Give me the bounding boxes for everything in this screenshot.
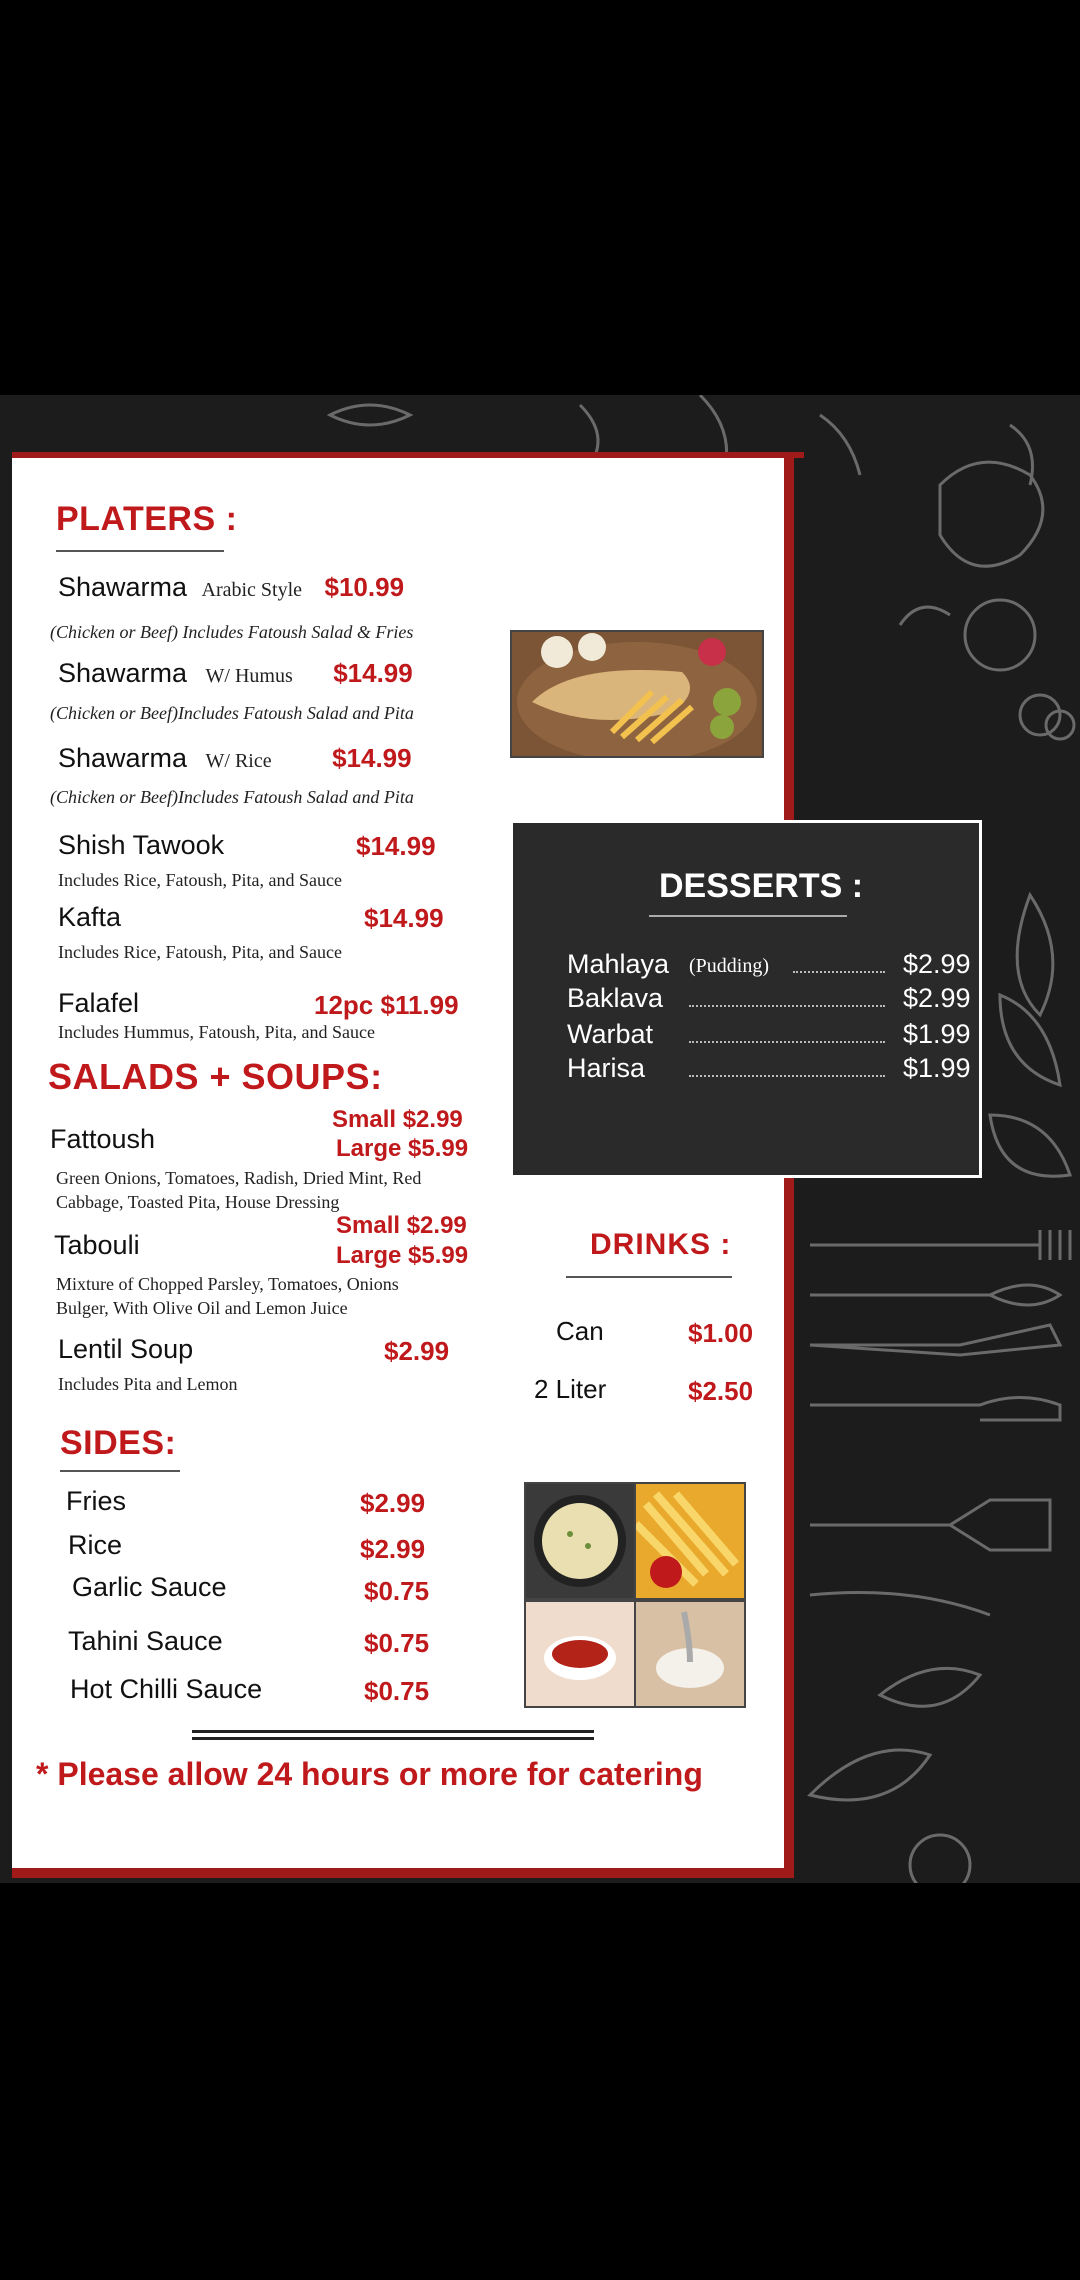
item-desc: (Chicken or Beef)Includes Fatoush Salad and Pita <box>50 787 414 807</box>
footer-divider <box>192 1737 594 1740</box>
drinks-underline <box>566 1276 732 1278</box>
shawarma-plate-illustration <box>512 632 762 756</box>
garlic-sauce-photo <box>634 1600 746 1708</box>
item-name: Fattoush <box>50 1124 156 1154</box>
drink-price: $2.50 <box>688 1376 754 1406</box>
item-price: $2.99 <box>360 1488 426 1518</box>
item-name: Rice <box>68 1530 123 1560</box>
item-desc: (Chicken or Beef) Includes Fatoush Salad & Fries <box>50 622 414 642</box>
dessert-price: $1.99 <box>903 1019 971 1049</box>
item-name: Garlic Sauce <box>72 1572 227 1602</box>
plater-item-1 <box>58 572 404 603</box>
shawarma-plate-photo <box>510 630 764 758</box>
item-desc: Includes Pita and Lemon <box>58 1374 238 1394</box>
item-desc: Includes Hummus, Fatoush, Pita, and Sauce <box>58 1022 375 1042</box>
fries-photo <box>634 1482 746 1600</box>
item-price: $14.99 <box>364 903 444 933</box>
dessert-name: Mahlaya <box>567 949 670 979</box>
item-name: Falafel <box>58 988 140 1018</box>
desserts-underline <box>649 915 847 917</box>
item-desc: Mixture of Chopped Parsley, Tomatoes, Onions <box>56 1274 399 1294</box>
hot-sauce-illustration <box>526 1602 634 1706</box>
item-name: Lentil Soup <box>58 1334 194 1364</box>
item-price: $0.75 <box>364 1676 430 1706</box>
drink-name: Can <box>556 1316 604 1346</box>
sides-underline <box>60 1470 180 1472</box>
drink-price: $1.00 <box>688 1318 754 1348</box>
dots-leader <box>793 971 885 973</box>
hot-sauce-photo <box>524 1600 636 1708</box>
dots-leader <box>689 1005 885 1007</box>
salads-title: SALADS + SOUPS: <box>48 1056 383 1097</box>
dots-leader <box>689 1075 885 1077</box>
item-name: Shawarma <box>58 743 188 773</box>
item-desc: (Chicken or Beef)Includes Fatoush Salad and Pita <box>50 703 414 723</box>
item-price-large: Large $5.99 <box>336 1242 469 1269</box>
item-style: W/ Rice <box>205 750 272 772</box>
item-price: $14.99 <box>333 658 413 688</box>
rice-photo <box>524 1482 636 1600</box>
item-desc: Bulger, With Olive Oil and Lemon Juice <box>56 1298 348 1318</box>
item-price: $10.99 <box>324 572 405 602</box>
dessert-price: $2.99 <box>903 983 971 1013</box>
item-name: Tahini Sauce <box>68 1626 223 1656</box>
item-name: Kafta <box>58 902 122 932</box>
item-price: $2.99 <box>360 1534 426 1564</box>
desserts-board <box>510 820 982 1178</box>
item-price: 12pc $11.99 <box>314 990 459 1020</box>
dessert-note: (Pudding) <box>689 955 769 977</box>
item-name: Tabouli <box>54 1230 140 1260</box>
footer-divider <box>192 1730 594 1733</box>
item-price-large: Large $5.99 <box>336 1135 469 1162</box>
drink-name: 2 Liter <box>534 1374 607 1404</box>
item-price: $0.75 <box>364 1576 430 1606</box>
item-price-small: Small $2.99 <box>336 1212 467 1239</box>
dessert-price: $2.99 <box>903 949 971 979</box>
sides-title: SIDES: <box>60 1424 177 1462</box>
item-price: $14.99 <box>332 743 412 773</box>
dessert-name: Warbat <box>567 1019 654 1049</box>
dessert-price: $1.99 <box>903 1053 971 1083</box>
dots-leader <box>689 1041 885 1043</box>
item-name: Shawarma <box>58 658 188 688</box>
item-desc: Includes Rice, Fatoush, Pita, and Sauce <box>58 870 342 890</box>
platers-title: PLATERS : <box>56 500 238 538</box>
plater-item-2 <box>58 658 413 689</box>
item-price: $0.75 <box>364 1628 430 1658</box>
item-name: Shawarma <box>58 572 188 602</box>
desserts-title: DESSERTS : <box>659 867 864 905</box>
item-price-small: Small $2.99 <box>332 1106 463 1133</box>
garlic-sauce-illustration <box>636 1602 744 1706</box>
item-name: Fries <box>66 1486 126 1516</box>
platers-underline <box>56 550 224 552</box>
drinks-title: DRINKS : <box>590 1228 732 1261</box>
item-name: Shish Tawook <box>58 830 225 860</box>
item-price: $14.99 <box>356 831 436 861</box>
rice-illustration <box>526 1484 634 1598</box>
item-desc: Includes Rice, Fatoush, Pita, and Sauce <box>58 942 342 962</box>
item-style: Arabic Style <box>201 579 303 601</box>
item-desc: Cabbage, Toasted Pita, House Dressing <box>56 1192 340 1212</box>
item-style: W/ Humus <box>205 665 293 687</box>
item-price: $2.99 <box>384 1336 450 1366</box>
plater-item-3 <box>58 743 412 774</box>
item-name: Hot Chilli Sauce <box>70 1674 263 1704</box>
dessert-name: Baklava <box>567 983 664 1013</box>
catering-note: * Please allow 24 hours or more for catering <box>36 1756 703 1792</box>
dessert-name: Harisa <box>567 1053 646 1083</box>
fries-illustration <box>636 1484 744 1598</box>
item-desc: Green Onions, Tomatoes, Radish, Dried Mint, Red <box>56 1168 422 1188</box>
